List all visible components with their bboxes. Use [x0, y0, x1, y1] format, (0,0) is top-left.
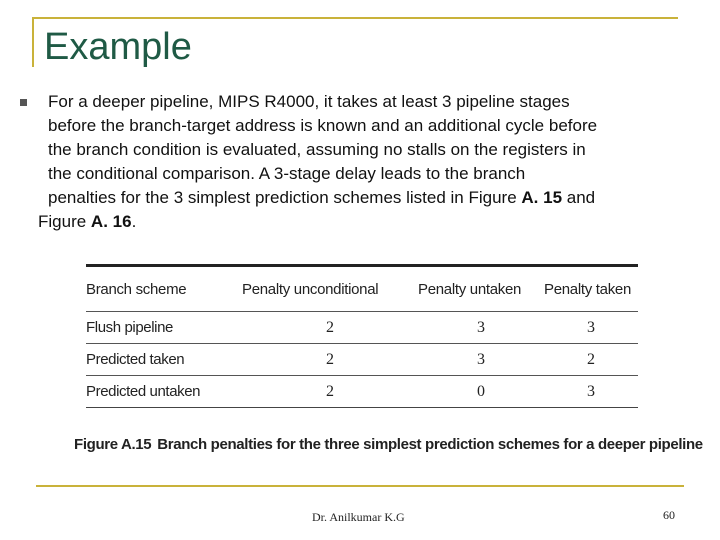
- bullet-line: [38, 210, 700, 234]
- column-header: Penalty untaken: [418, 280, 522, 298]
- penalty-cell: 3: [418, 312, 544, 344]
- column-header: Penalty taken: [544, 280, 631, 298]
- penalty-cell: 3: [418, 344, 544, 376]
- title-frame-left: [32, 17, 34, 67]
- figure-table-container: [86, 264, 638, 408]
- bullet-line: the branch condition is evaluated, assuming no stalls on the registers in: [48, 140, 586, 159]
- penalty-cell: 3: [544, 312, 638, 344]
- bullet-line: [38, 186, 700, 210]
- footer-rule: [36, 485, 684, 487]
- table-row: [86, 344, 638, 376]
- footer-author: Dr. Anilkumar K.G: [312, 510, 405, 524]
- column-header: Penalty unconditional: [242, 280, 379, 298]
- branch-penalty-table: [86, 267, 638, 408]
- table-row: [86, 312, 638, 344]
- penalty-cell: 2: [242, 344, 418, 376]
- penalty-cell: 2: [242, 376, 418, 408]
- penalty-cell: 0: [418, 376, 544, 408]
- branch-scheme-cell: Predicted untaken: [86, 376, 242, 408]
- figure-caption: [74, 436, 703, 453]
- penalty-cell: 2: [242, 312, 418, 344]
- table-row: [86, 376, 638, 408]
- bullet-text: .: [131, 212, 137, 231]
- title-frame-top: [32, 17, 678, 19]
- page-number: 60: [663, 508, 675, 522]
- column-header: Branch scheme: [86, 280, 187, 298]
- bullet-text: Figure: [38, 212, 91, 231]
- slide-title: Example: [44, 26, 192, 68]
- bullet-text: and: [562, 188, 596, 207]
- bullet-line: before the branch-target address is known and an additional cycle before: [48, 116, 598, 135]
- figure-reference: A. 16: [90, 212, 132, 231]
- bullet-paragraph: [38, 90, 700, 234]
- penalty-cell: 2: [544, 344, 638, 376]
- branch-scheme-cell: Flush pipeline: [86, 312, 242, 344]
- penalty-cell: 3: [544, 376, 638, 408]
- branch-scheme-cell: Predicted taken: [86, 344, 242, 376]
- bullet-line: For a deeper pipeline, MIPS R4000, it takes at least 3 pipeline stages: [48, 92, 570, 111]
- figure-reference: A. 15: [521, 188, 563, 207]
- figure-caption-text: Branch penalties for the three simplest prediction schemes for a deeper pipeline: [157, 436, 703, 453]
- bullet-text: penalties for the 3 simplest prediction schemes listed in Figure: [48, 188, 522, 207]
- bullet-line: the conditional comparison. A 3-stage delay leads to the branch: [48, 164, 526, 183]
- table-header-row: [86, 267, 638, 312]
- square-bullet-icon: [20, 99, 27, 106]
- figure-caption-label: Figure A.15: [74, 436, 152, 453]
